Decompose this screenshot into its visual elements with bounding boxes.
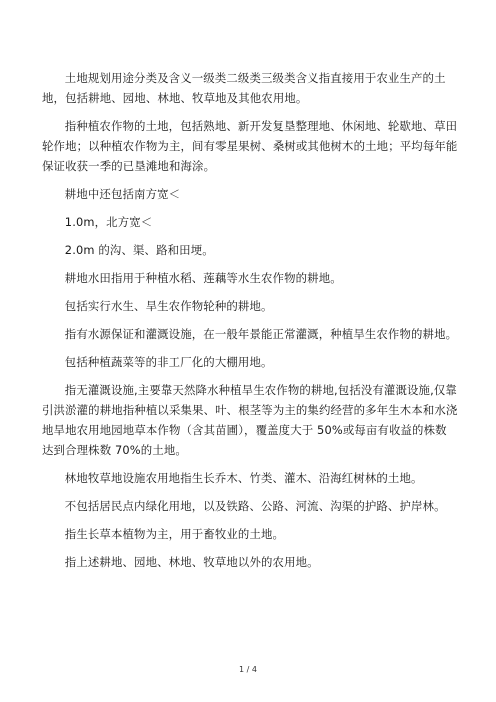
- paragraph-4: 1.0m，北方宽＜: [64, 215, 153, 229]
- paragraph-5: 2.0m 的沟、渠、路和田埂。: [64, 243, 214, 257]
- document-body: [42, 68, 458, 580]
- paragraph-2: 指种植农作物的土地，包括熟地、新开发复垦整理地、休闲地、轮歇地、草田轮作地；以种植农作物为主，间有零星果树、桑树或其他树木的土地；平均每年能保证收获一季的已垦滩地和海涂。: [42, 119, 458, 173]
- paragraph-6: 耕地水田指用于种植水稻、莲藕等水生农作物的耕地。: [64, 271, 342, 285]
- paragraph-3: 耕地中还包括南方宽＜: [64, 187, 181, 201]
- paragraph-1: 土地规划用途分类及含义一级类二级类三级类含义指直接用于农业生产的土地，包括耕地、园地、林地、牧草地及其他农用地。: [42, 71, 446, 105]
- paragraph-12: 不包括居民点内绿化用地，以及铁路、公路、河流、沟渠的护路、护岸林。: [64, 499, 446, 513]
- paragraph-11: 林地牧草地设施农用地指生长乔木、竹类、灌木、沿海红树林的土地。: [64, 471, 423, 485]
- paragraph-10: 指无灌溉设施,主要靠天然降水种植旱生农作物的耕地,包括没有灌溉设施,仅靠引洪淤灌的耕地指种植以采集果、叶、根茎等为主的集约经营的多年生木本和水浇地旱地农用地园地草本作物（含其苗圃），覆盖度大于 50%或每亩有收益的株数达到合理株数 70%的土地。: [42, 383, 458, 457]
- paragraph-13: 指生长草本植物为主，用于畜牧业的土地。: [64, 527, 285, 541]
- paragraph-7: 包括实行水生、旱生农作物轮种的耕地。: [64, 299, 273, 313]
- paragraph-9: 包括种植蔬菜等的非工厂化的大棚用地。: [64, 355, 273, 369]
- page-number: 1 / 4: [239, 665, 257, 674]
- paragraph-8: 指有水源保证和灌溉设施，在一般年景能正常灌溉，种植旱生农作物的耕地。: [64, 327, 458, 341]
- paragraph-14: 指上述耕地、园地、林地、牧草地以外的农用地。: [64, 555, 319, 569]
